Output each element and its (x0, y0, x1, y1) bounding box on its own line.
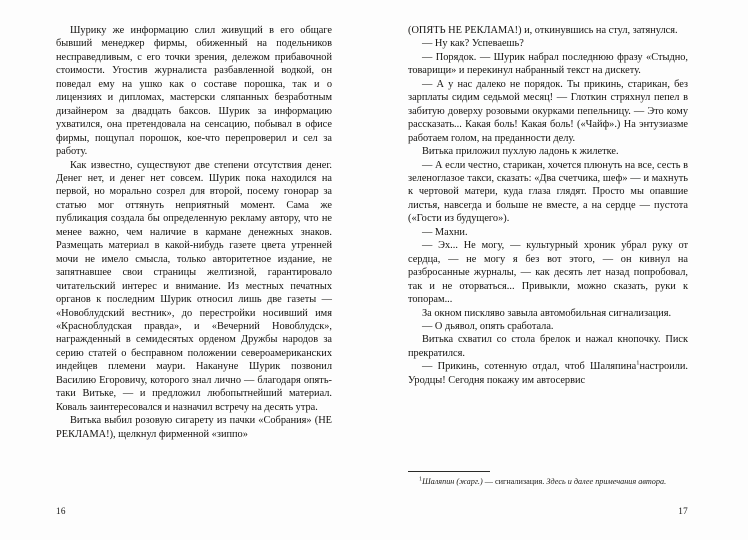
footnote-entry (408, 477, 688, 488)
footnote-text (408, 477, 688, 488)
footnote-term: Шаляпин (жарг.) (422, 477, 483, 487)
paragraph: Шурику же информацию слил живущий в его общаге бывший менеджер фирмы, обиженный на подельников несправедливым, с его точки зрения, дележом прибавочной стоимости. Угостив журналиста разбавленной водкой, он поведал ему на ушко как о составе порошка, так и о лицензиях и дипломах, мастерски сляпанных безработным дизайнером за двадцать баксов. Шурик за информацию ухватился, она претендовала на сенсацию, побывал в офисе фирмы, пощупал порошок, кое-что перепроверил и сел за работу. (56, 25, 332, 158)
paragraph-text: — Прикинь, сотенную отдал, чтоб Шаляпина (422, 361, 637, 373)
paragraph: За окном пискляво завыла автомобильная сигнализация. (422, 307, 672, 319)
footnote-block (408, 471, 688, 488)
footnote-marker: 1 (419, 475, 423, 483)
page-number-left: 16 (56, 506, 66, 516)
footnote-dash: — (482, 477, 495, 487)
paragraph: — А если честно, старикан, хочется плюнуть на все, сесть в зеленоглазое такси, сказать: «Два счетчика, шеф» — и махнуть к чертовой матери, куда глаза глядят. Просто мы опавшие листья, навсегда и больше не вместе, а на сердце — пустота («Гости из будущего»). (408, 159, 688, 225)
paragraph: Витька схватил со стола брелок и нажал кнопочку. Писк прекратился. (408, 334, 688, 359)
footnote-separator-rule (408, 471, 490, 472)
footnote-definition: сигнализация. (494, 477, 545, 487)
right-page-body (408, 24, 688, 387)
paragraph: — О дьявол, опять сработала. (422, 320, 554, 332)
right-page (374, 0, 748, 540)
paragraph: — Порядок. — Шурик набрал последнюю фразу «Стыдно, товарищи» и перекинул набранный текст на дискету. (408, 51, 688, 77)
paragraph: Витька приложил пухлую ладонь к жилетке. (422, 146, 619, 158)
footnote-reference-marker[interactable]: 1 (636, 359, 640, 367)
paragraph: (ОПЯТЬ НЕ РЕКЛАМА!) и, откинувшись на стул, затянулся. (408, 25, 678, 36)
paragraph-with-footnote-ref (408, 360, 688, 387)
footnote-note: Здесь и далее примечания автора. (546, 477, 667, 487)
paragraph-tail: настроили. Уродцы! Сегодня покажу им автосервис (408, 361, 688, 386)
paragraph: — Ну как? Успеваешь? (422, 38, 524, 50)
paragraph: Витька выбил розовую сигарету из пачки «Собрания» (НЕ РЕКЛАМА!), щелкнул фирменной «зиппо» (56, 415, 332, 440)
paragraph: — А у нас далеко не порядок. Ты прикинь, старикан, без зарплаты сидим седьмой месяц! — Глоткин стряхнул пепел в забитую доверху розовыми окурками пепельницу. — Это кому рассказать... Какая боль! Какая боль! («Чайф».) На энтузиазме работаем голом, на преданности делу. (408, 78, 688, 144)
paragraph: Как известно, существуют две степени отсутствия денег. Денег нет, и денег нет совсем. Шурик пока находился на первой, но морально созрел для второй, посему гонорар за статью мог оттянуть неприятный момент. Сама же публикация создала бы определенную рекламу автору, что не менее важно, чем наличие в кармане денежных знаков. Размещать материал в какой-нибудь газете цвета утренней мочи не имело смысла, только авторитетное издание, не запятнавшее свои страницы желтизной, гарантировало читательский интерес и внимание. Из местных печатных органов к последним Шурик относил лишь две газеты — «Новоблудский вестник», до перестройки носивший имя «Красноблудская правда», и «Вечерний Новоблудск», награжденный в семидесятых орденом Дружбы народов за серию статей о бесправном положении североамериканских индейцев племени маури. Накануне Шурик позвонил Василию Егоровичу, которого знал лично — благодаря опять-таки Витьке, — и предложил любопытнейший материал. Коваль заинтересовался и назначил встречу на десять утра. (56, 159, 332, 413)
paragraph: — Махни. (422, 226, 468, 238)
paragraph: — Эх... Не могу, — культурный хроник убрал руку от сердца, — не могу я без вот этого, — он кивнул на разбросанные журналы, — как десять лет назад попробовал, так и не оторваться... Привыкли, можно сказать, руки к топорам... (408, 240, 688, 306)
left-page-body (56, 24, 332, 441)
page-number-right: 17 (678, 506, 688, 516)
